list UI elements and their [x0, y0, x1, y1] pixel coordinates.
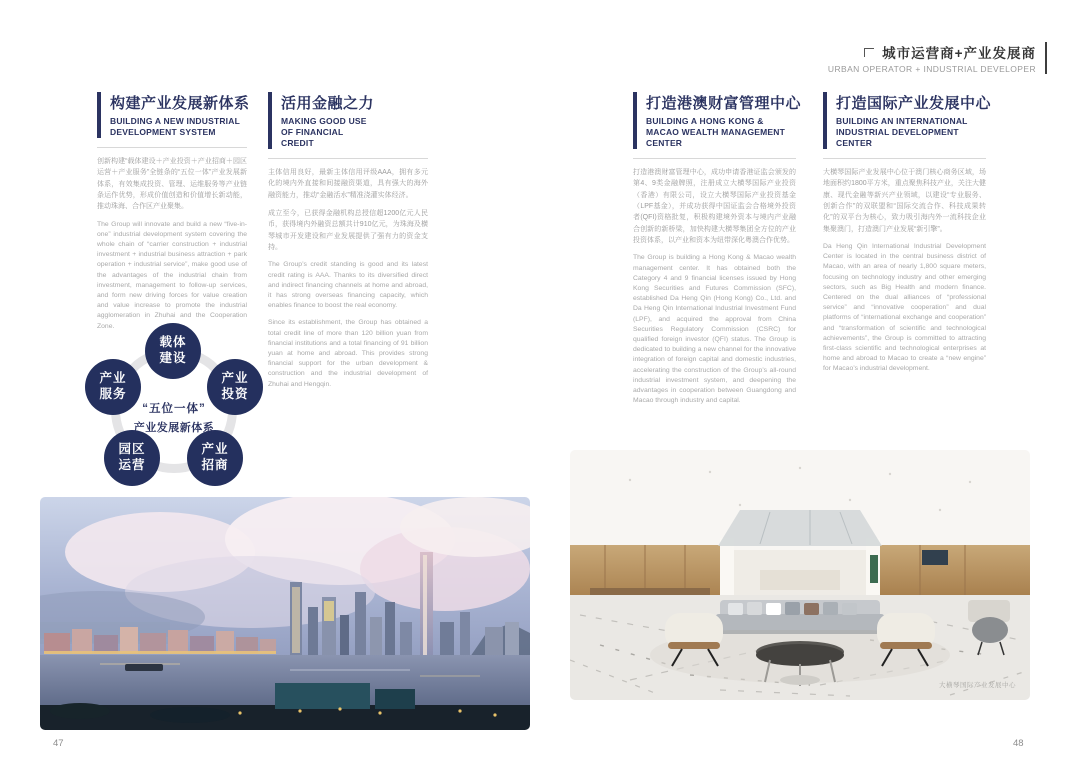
- divider: [97, 147, 247, 148]
- body-en: Since its establishment, the Group has obtained a total credit line of more than 120 billion yuan from financial institutions and a total financing of 91 billion yuan at home and abroad. This provides strong financial support for the urban development & construction and the industrial development of Zhuhai and Hengqin.: [268, 319, 428, 388]
- diagram-node-label: 产业投资: [221, 371, 249, 401]
- divider: [823, 158, 986, 159]
- body-en: The Group’s credit standing is good and its latest credit rating is AAA. Thanks to its diversified direct and indirect financing channels at home and abroad, it has strong overseas financing capacity, which enables finance to boost the real economy.: [268, 261, 428, 310]
- five-in-one-diagram: [86, 320, 266, 496]
- diagram-node-label: 产业招商: [201, 442, 229, 472]
- diagram-node-attraction: [187, 430, 243, 486]
- body-en: The Group will innovate and build a new “five-in-one” industrial development system covering the whole chain of “carrier construction + industrial investment + industrial business attraction + park operation + industrial service”, make good use of the advantages of the industrial chain from investment, management to follow-up services, and form new driving forces for value creation and value increase to promote the industrial agglomeration in Zhuhai and the Cooperation Zone.: [97, 220, 247, 330]
- section-title-zh: 构建产业发展新体系: [110, 95, 250, 112]
- section-heading: [823, 92, 992, 149]
- section-title-en: BUILDING AN INTERNATIONAL INDUSTRIAL DEVELOPMENT CENTER: [836, 116, 968, 149]
- body-zh: 成立至今，已获得金融机构总授信超1200亿元人民币，获得境内外融资总额共计910亿元，为珠海及横琴城市开发建设和产业发展提供了强有力的资金支持。: [268, 210, 428, 252]
- section-title-zh: 活用金融之力: [281, 95, 375, 112]
- section-development-center: [823, 92, 992, 382]
- section-title-en: BUILDING A HONG KONG & MACAO WEALTH MANAGEMENT CENTER: [646, 116, 786, 149]
- section-heading: [633, 92, 802, 149]
- divider: [633, 158, 796, 159]
- diagram-node-label: 载体建设: [159, 335, 187, 365]
- diagram-center-line2: 产业发展新体系: [133, 422, 215, 434]
- page-number-left: 47: [53, 738, 64, 749]
- section-title-en: MAKING GOOD USE OF FINANCIAL CREDIT: [281, 116, 367, 149]
- office-interior-illustration: [570, 450, 1030, 700]
- section-heading: [268, 92, 428, 149]
- diagram-node-park-operation: [104, 430, 160, 486]
- header-title-zh-text: 城市运营商+产业发展商: [882, 46, 1036, 61]
- header-title-zh: [828, 42, 1036, 62]
- body-en: Da Heng Qin International Industrial Development Center is located in the central business district of Macao, with an area of nearly 1,800 square meters, focusing on technology industry and other emerging sectors, such as Big Health and modern finance. Centered on the dual alliances of “professional service” and “innovative cooperation” and dual platforms of “international exchange and cooperation” and “transformation of scientific and technological achievements”, the Group is committed to attracting first-class scientific and technological enterprises at home and abroad to Macao to create a “new engine” for Macao’s industrial development.: [823, 243, 986, 373]
- section-title-zh: 打造国际产业发展中心: [836, 95, 992, 112]
- section-wealth-center: [633, 92, 802, 413]
- page-number-right: 48: [1013, 738, 1024, 749]
- city-skyline-illustration: [40, 497, 530, 730]
- body-en: The Group is building a Hong Kong & Macao wealth management center. It has obtained both the Category 4 and 9 financial licenses issued by Hong Kong Securities and Futures Commission (SFC), established Da Heng Qin (Hong Kong) Co., Ltd. and Da Heng Qin International Industrial Investment Fund (LPF), and acquired the approval from China Securities Regulatory Commission (CSRC) for qualified foreign investor (QFI) status. The Group is dedicated to building a new channel for the innovative integration of foreign capital and domestic industries, accelerating the construction of the Group’s all-round industrial investment system, and deepening the advantages in cooperation between Guangdong and Macao through industry and capital.: [633, 254, 796, 405]
- diagram-node-label: 产业服务: [99, 371, 127, 401]
- divider: [268, 158, 428, 159]
- section-title-en: BUILDING A NEW INDUSTRIAL DEVELOPMENT SYSTEM: [110, 116, 240, 138]
- office-photo-caption: 大横琴国际产业发展中心: [939, 682, 1016, 689]
- body-zh: 主体信用良好，最新主体信用评级AAA，拥有多元化的境内外直接和间接融资渠道，具有强大的海外融资能力，推动“金融活水”精准浇灌实体经济。: [268, 169, 428, 199]
- corner-bracket-icon: [864, 48, 874, 57]
- diagram-node-carrier: [145, 323, 201, 379]
- section-heading: [97, 92, 250, 138]
- diagram-node-label: 园区运营: [118, 442, 146, 472]
- header-title-en: URBAN OPERATOR + INDUSTRIAL DEVELOPER: [827, 64, 1036, 74]
- page-header: [828, 42, 1047, 74]
- office-interior-photo: [570, 450, 1030, 700]
- city-skyline-photo: [40, 497, 530, 730]
- diagram-center-line1: “五位一体”: [142, 403, 206, 415]
- diagram-center-label: [104, 400, 244, 435]
- body-zh: 大横琴国际产业发展中心位于澳门核心商务区域，场地面积约1800平方米，重点聚焦科技产业，关注大健康、现代金融等新兴产业领域，以建设“专业服务、创新合作”的双联盟和“国际交流合作、科技成果转化”的双平台为核心，致力吸引海内外一流科技企业集聚澳门，打造澳门产业发展“新引擎”。: [823, 169, 986, 233]
- section-industrial-system: [97, 92, 250, 339]
- section-financial-credit: [268, 92, 428, 397]
- body-zh: 创新构建“载体建设＋产业投资＋产业招商＋园区运营＋产业服务”全链条的“五位一体”产业发展新体系，有效集成投资、管理、运维服务等产业链条运作优势，形成价值创造和价值增长新动能，推动珠海、合作区产业聚集。: [97, 158, 247, 211]
- section-title-zh: 打造港澳财富管理中心: [646, 95, 802, 112]
- body-zh: 打造港澳财富管理中心，成功申请香港证监会颁发的第4、9类金融牌照，注册成立大横琴国际产业投资（香港）有限公司，设立大横琴国际产业投资基金（LPF基金），并成功获得中国证监会合格境外投资者(QFI)资格批复，积极构建境外资本与境内产业融合创新的新桥梁，加快构建大横琴集团全方位的产业投资体系，以产业和资本为纽带深化粤澳合作优势。: [633, 169, 796, 245]
